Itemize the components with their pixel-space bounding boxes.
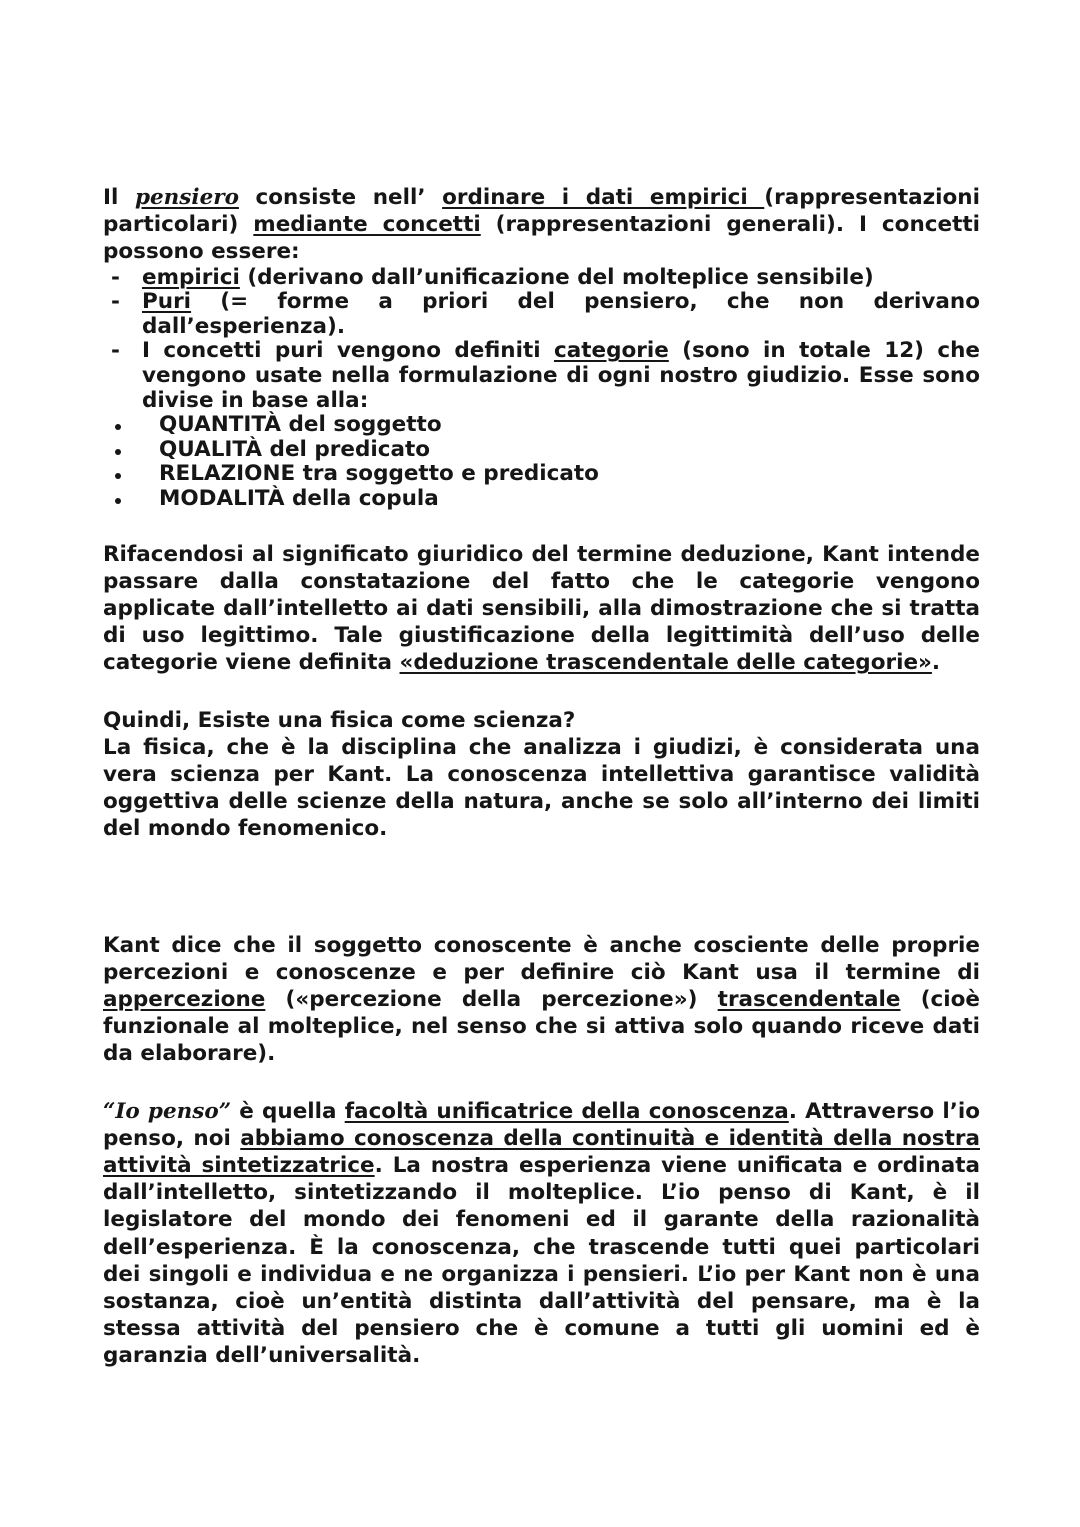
keyword-pensiero: pensiero <box>134 185 239 210</box>
division-rest: del soggetto <box>281 412 442 438</box>
division-rest: della copula <box>284 485 439 511</box>
intro-text-3: (rappresentazioni generali). I concetti possono essere: <box>103 212 980 265</box>
division-key: QUANTITÀ <box>159 412 282 438</box>
apperception-text-3: (cioè funzionale al molteplice, nel senso che si attiva solo quando riceve dati da elaborare). <box>103 986 981 1067</box>
intro-lead: Il <box>103 185 135 210</box>
puri-description: (= forme a priori del pensiero, che non derivano dall’esperienza). <box>142 289 980 339</box>
io-penso-text-2: . Attraverso l’io penso, noi <box>103 1098 980 1151</box>
apperception-text-1: Kant dice che il soggetto conoscente è anche cosciente delle proprie percezioni e conoscenze e per definire ciò Kant usa il termine di <box>103 932 980 985</box>
intro-text-2: (rappresentazioni particolari) <box>103 185 980 238</box>
term-trascendentale: trascendentale <box>717 986 901 1012</box>
underline-continuita-identita: abbiamo conoscenza della continuità e identità della nostra attività sintetizzatrice <box>103 1125 980 1178</box>
division-rest: del predicato <box>262 436 431 462</box>
concept-types-list <box>103 266 980 414</box>
list-item <box>103 462 980 487</box>
underline-mediante-concetti: mediante concetti <box>253 212 481 238</box>
deduction-text: Rifacendosi al significato giuridico del termine deduzione, Kant intende passare dalla constatazione del fatto che le categorie vengono applicate dall’intelletto ai dati sensibili, alla dimostrazione che si tratta di uso legittimo. Tale giustificazione della legittimità dell’uso delle categorie viene definita <box>103 541 980 676</box>
term-puri: Puri <box>142 289 192 315</box>
intro-text-1: consiste nell’ <box>238 185 443 210</box>
list-item <box>103 413 980 438</box>
physics-question: Quindi, Esiste una fisica come scienza? <box>103 707 576 733</box>
term-appercezione: appercezione <box>103 986 266 1012</box>
list-item-empirici <box>103 266 980 291</box>
physics-answer: La fisica, che è la disciplina che analizza i giudizi, è considerata una vera scienza per Kant. La conoscenza intellettiva garantisce validità oggettiva delle scienze della natura, anche se solo all’interno dei limiti del mondo fenomenico. <box>103 734 980 842</box>
category-divisions-list <box>103 413 980 511</box>
underline-facolta-unificatrice: facoltà unificatrice della conoscenza <box>344 1098 789 1124</box>
io-penso-text-3: . La nostra esperienza viene unificata e ordinata dall’intelletto, sintetizzando il molteplice. L’io penso di Kant, è il legislatore del mondo dei fenomeni ed il garante della razionalità dell’esperienza. È la conoscenza, che trascende tutti quei particolari dei singoli e individua e ne organizza i pensieri. L’io per Kant non è una sostanza, cioè un’entità distinta dall’attività del pensare, ma è la stessa attività del pensiero che è comune a tutti gli uomini ed è garanzia dell’universalità. <box>103 1153 980 1369</box>
list-item <box>103 487 980 512</box>
list-item-puri <box>103 290 980 339</box>
empirici-description: (derivano dall’unificazione del molteplice sensibile) <box>239 264 874 290</box>
underline-ordinare: ordinare i dati empirici <box>442 185 765 210</box>
keyword-io-penso: “Io penso” <box>103 1098 232 1124</box>
term-empirici: empirici <box>142 264 240 290</box>
apperception-text-2: («percezione della percezione») <box>265 986 718 1012</box>
io-penso-text-1: è quella <box>231 1098 345 1124</box>
deduction-end: . <box>931 650 941 676</box>
io-penso-paragraph <box>103 1098 980 1370</box>
intro-paragraph <box>103 184 980 266</box>
division-rest: tra soggetto e predicato <box>295 461 599 487</box>
list-item-categorie <box>103 339 980 413</box>
division-key: RELAZIONE <box>159 461 296 487</box>
term-categorie: categorie <box>553 338 669 364</box>
categorie-text-2: (sono in totale 12) che vengono usate nella formulazione di ogni nostro giudizio. Esse sono divise in base alla: <box>142 338 980 413</box>
division-key: QUALITÀ <box>159 436 263 462</box>
deduction-paragraph <box>103 541 980 677</box>
term-deduzione-trascendentale: «deduzione trascendentale delle categorie» <box>399 650 932 676</box>
apperception-paragraph <box>103 932 980 1068</box>
division-key: MODALITÀ <box>159 485 285 511</box>
list-item <box>103 438 980 463</box>
categorie-text-1: I concetti puri vengono definiti <box>142 338 554 364</box>
